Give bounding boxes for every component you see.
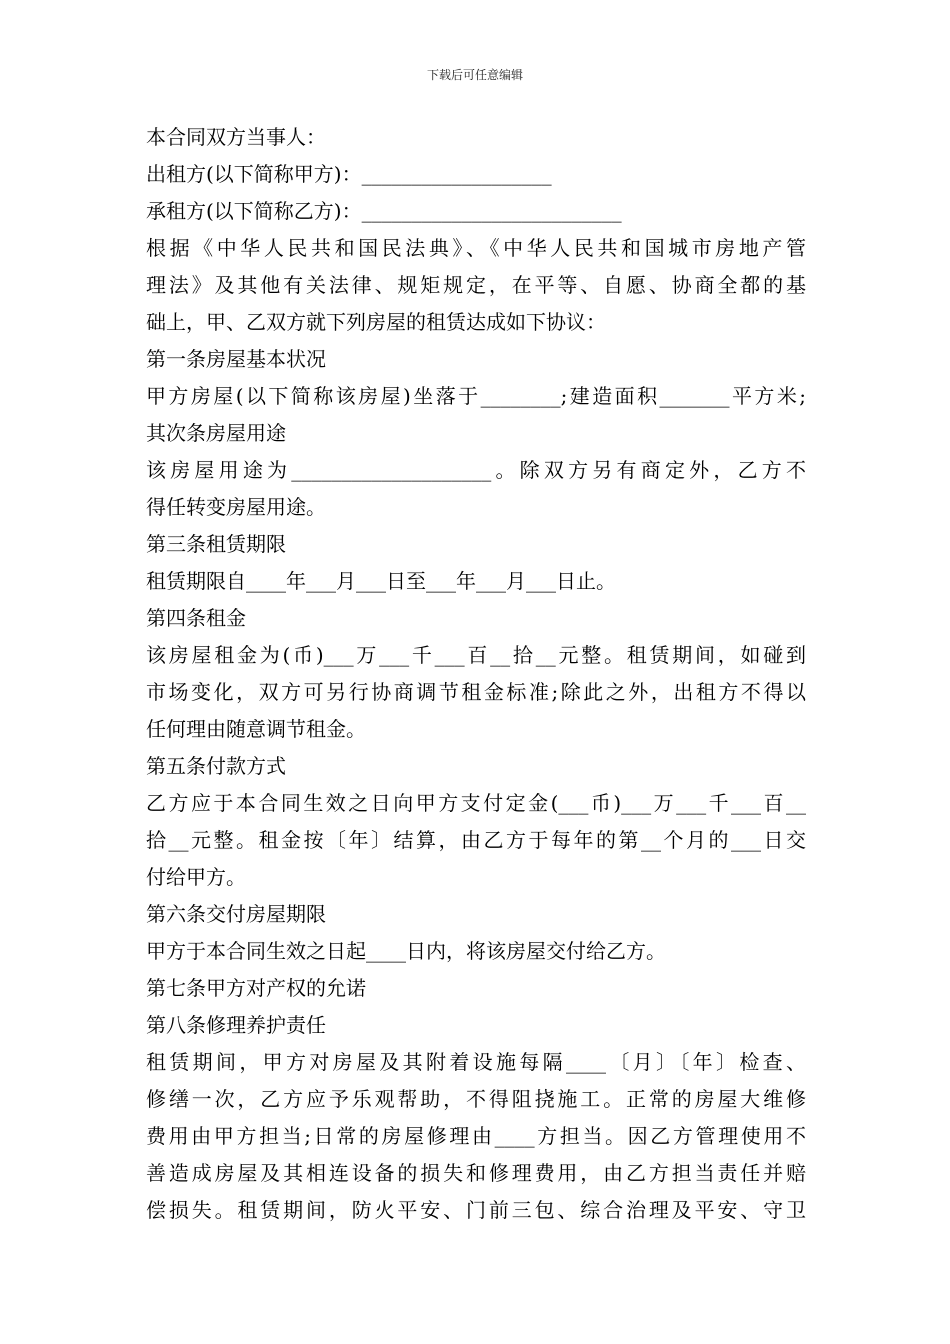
section-heading: 第一条房屋基本状况 bbox=[146, 347, 326, 371]
text-line: 修缮一次，乙方应予乐观帮助，不得阻挠施工。正常的房屋大维修 bbox=[146, 1087, 806, 1111]
contract-body bbox=[146, 119, 806, 1229]
page-header-note: 下载后可任意编辑 bbox=[426, 68, 523, 82]
text-line: 该房屋租金为(币)___万___千___百__拾__元整。租赁期间，如碰到 bbox=[146, 643, 806, 667]
text-line: 偿损失。租赁期间，防火平安、门前三包、综合治理及平安、守卫 bbox=[146, 1198, 806, 1222]
section-heading: 第六条交付房屋期限 bbox=[146, 902, 326, 926]
section-heading: 第五条付款方式 bbox=[146, 754, 286, 778]
section-heading: 其次条房屋用途 bbox=[146, 421, 286, 445]
text-line: 市场变化，双方可另行协商调节租金标准;除此之外，出租方不得以 bbox=[146, 680, 806, 704]
text-line: 善造成房屋及其相连设备的损失和修理费用，由乙方担当责任并赔 bbox=[146, 1161, 806, 1185]
text-line: 任何理由随意调节租金。 bbox=[146, 717, 366, 741]
section-heading: 第八条修理养护责任 bbox=[146, 1013, 326, 1037]
text-line: 拾__元整。租金按〔年〕结算，由乙方于每年的第__个月的___日交 bbox=[146, 828, 806, 852]
text-line: 费用由甲方担当;日常的房屋修理由____方担当。因乙方管理使用不 bbox=[146, 1124, 806, 1148]
text-line: 甲方房屋(以下简称该房屋)坐落于________;建造面积_______平方米; bbox=[146, 384, 806, 408]
text-line: 乙方应于本合同生效之日向甲方支付定金(___币)___万___千___百__ bbox=[146, 791, 806, 815]
section-heading: 第七条甲方对产权的允诺 bbox=[146, 976, 366, 1000]
text-line: 承租方(以下简称乙方)：__________________________ bbox=[146, 199, 622, 223]
text-line: 理法》及其他有关法律、规矩规定，在平等、自愿、协商全都的基 bbox=[146, 273, 806, 297]
text-line: 租赁期间，甲方对房屋及其附着设施每隔____〔月〕〔年〕检查、 bbox=[146, 1050, 806, 1074]
section-heading: 第三条租赁期限 bbox=[146, 532, 286, 556]
text-line: 该房屋用途为____________________。除双方另有商定外，乙方不 bbox=[146, 458, 806, 482]
text-line: 础上，甲、乙双方就下列房屋的租赁达成如下协议： bbox=[146, 310, 606, 334]
text-line: 付给甲方。 bbox=[146, 865, 246, 889]
text-line: 得任转变房屋用途。 bbox=[146, 495, 326, 519]
text-line: 出租方(以下简称甲方)：___________________ bbox=[146, 162, 552, 186]
section-heading: 第四条租金 bbox=[146, 606, 246, 630]
text-line: 根据《中华人民共和国民法典》、《中华人民共和国城市房地产管 bbox=[146, 236, 806, 260]
text-line: 租赁期限自____年___月___日至___年___月___日止。 bbox=[146, 569, 616, 593]
text-line: 本合同双方当事人： bbox=[146, 125, 326, 149]
text-line: 甲方于本合同生效之日起____日内，将该房屋交付给乙方。 bbox=[146, 939, 666, 963]
